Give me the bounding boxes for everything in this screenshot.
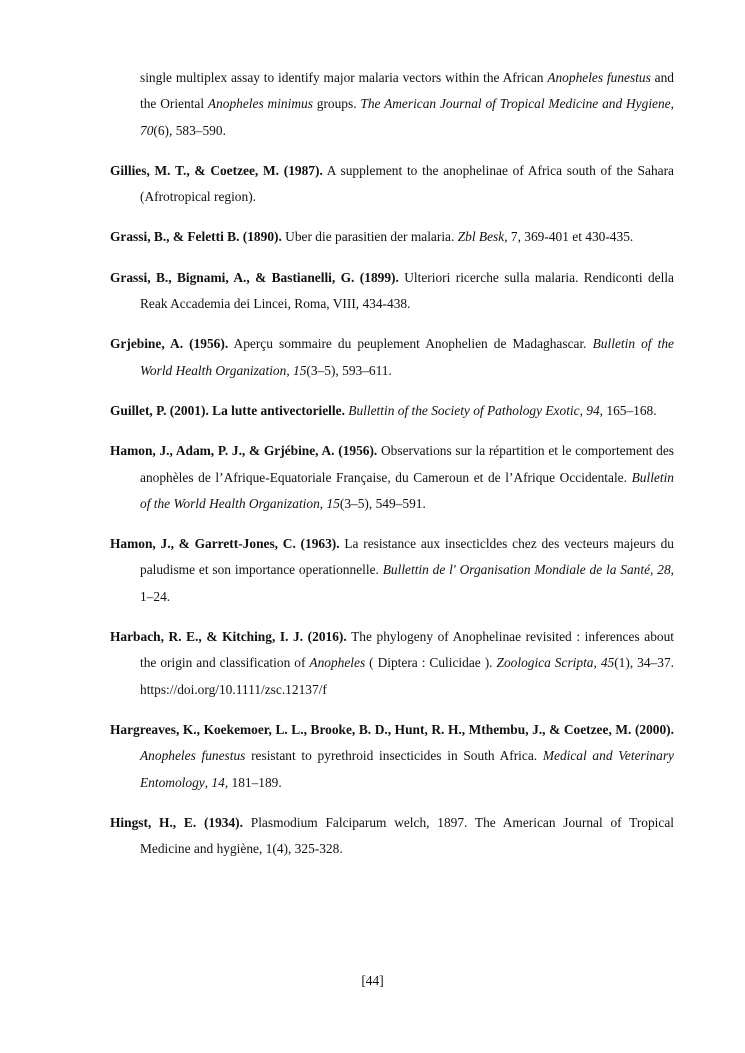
reference-text: , 165–168. [599, 402, 657, 418]
reference-text: La resistance aux insecticldes chez des vecteurs majeurs du paludisme et son importance operationnelle. [140, 536, 674, 578]
reference-text: A supplement to the anophelinae of Africa south of the Sahara (Afrotropical region). [140, 162, 674, 205]
reference-text: (3–5), 549–591. [339, 495, 426, 511]
reference-authors-year: Harbach, R. E., & Kitching, I. J. (2016). [110, 629, 347, 645]
reference-text: , [286, 362, 294, 378]
reference-entry [110, 158, 674, 211]
reference-text: single multiplex assay to identify major malaria vectors within the African [140, 70, 548, 85]
reference-text: , [204, 774, 212, 790]
reference-text: The phylogeny of Anophelinae revisited : inferences about the origin and classification of [140, 629, 674, 671]
reference-text: , [579, 402, 587, 418]
reference-italic-text: Zoologica Scripta [496, 655, 594, 671]
reference-text: (3–5), 593–611. [306, 362, 392, 378]
reference-text: groups. [312, 96, 361, 112]
reference-text: , [319, 495, 327, 511]
reference-italic-text: 15 [293, 362, 307, 378]
reference-text: and the Oriental [140, 70, 674, 112]
reference-italic-text: Bulletin of the World Health Organization [140, 469, 674, 511]
page-number: [44] [361, 973, 384, 988]
reference-text: , 1–24. [140, 562, 674, 604]
reference-text: resistant to pyrethroid insecticides in South Africa. [245, 748, 543, 764]
reference-authors-year: Grjebine, A. (1956). [110, 336, 229, 352]
reference-text: , [650, 562, 658, 578]
reference-authors-year: Hamon, J., Adam, P. J., & Grjébine, A. (1956). [110, 443, 378, 459]
reference-text: Ulteriori ricerche sulla malaria. Rendiconti della Reak Accademia dei Lincei, Roma, VIII, 434-438. [140, 269, 674, 312]
reference-entry [110, 398, 674, 424]
reference-text: Aperçu sommaire du peuplement Anophelien de Madaghascar. [228, 336, 593, 352]
reference-text: Observations sur la répartition et le comportement des anophèles de l’Afrique-Equatoriale Française, du Cameroun et de l’Afrique Occidentale. [140, 443, 675, 485]
reference-entry [110, 224, 674, 250]
reference-text: Plasmodium Falciparum welch, 1897. The American Journal of Tropical Medicine and hygiène, 1(4), 325-328. [140, 814, 675, 857]
reference-text: (6), 583–590. [153, 122, 226, 138]
reference-italic-text: 94 [586, 402, 600, 418]
reference-entry [110, 717, 674, 796]
reference-entry [110, 810, 674, 863]
reference-italic-text: 70 [140, 122, 154, 138]
reference-entry [110, 438, 674, 517]
reference-entry [110, 331, 674, 384]
reference-text: , [593, 655, 601, 671]
reference-italic-text: Bullettin de l' Organisation Mondiale de la Santé [382, 562, 651, 578]
reference-italic-text: Medical and Veterinary Entomology [140, 748, 675, 790]
reference-italic-text: Anopheles funestus [140, 748, 246, 764]
reference-authors-year: Guillet, P. (2001). La lutte antivectorielle. [110, 402, 345, 418]
reference-italic-text: The American Journal of Tropical Medicine and Hygiene [360, 96, 671, 112]
reference-italic-text: Anopheles funestus [547, 70, 651, 85]
reference-entry [110, 531, 674, 610]
reference-italic-text: 15 [326, 495, 340, 511]
reference-authors-year: Hargreaves, K., Koekemoer, L. L., Brooke, B. D., Hunt, R. H., Mthembu, J., & Coetzee, M. (2000). [110, 721, 674, 737]
reference-italic-text: 28 [657, 562, 671, 578]
reference-authors-year: Grassi, B., & Feletti B. (1890). [110, 229, 282, 245]
reference-italic-text: 14 [211, 774, 225, 790]
reference-text: ( Diptera : Culicidae ). [365, 655, 497, 671]
reference-italic-text: Anopheles minimus [207, 96, 313, 112]
reference-list [110, 65, 674, 876]
reference-text: , 181–189. [224, 774, 282, 790]
reference-authors-year: Gillies, M. T., & Coetzee, M. (1987). [110, 162, 323, 178]
reference-entry [110, 65, 674, 144]
reference-italic-text: Zbl Besk [457, 229, 505, 245]
reference-entry [110, 624, 674, 703]
reference-italic-text: Bulletin of the World Health Organization [140, 336, 674, 378]
reference-text: (1), 34–37. https://doi.org/10.1111/zsc.12137/f [140, 655, 674, 697]
reference-authors-year: Hamon, J., & Garrett-Jones, C. (1963). [110, 536, 340, 552]
reference-authors-year: Hingst, H., E. (1934). [110, 814, 243, 830]
reference-italic-text: Anopheles [309, 655, 366, 671]
reference-text: , 7, 369-401 et 430-435. [504, 229, 634, 245]
reference-text: , [670, 96, 674, 112]
reference-italic-text: 45 [600, 655, 615, 671]
reference-authors-year: Grassi, B., Bignami, A., & Bastianelli, G. (1899). [110, 269, 399, 285]
reference-text: Uber die parasitien der malaria. [281, 229, 458, 245]
reference-italic-text: Bullettin of the Society of Pathology Exotic [348, 402, 580, 418]
reference-entry [110, 265, 674, 318]
